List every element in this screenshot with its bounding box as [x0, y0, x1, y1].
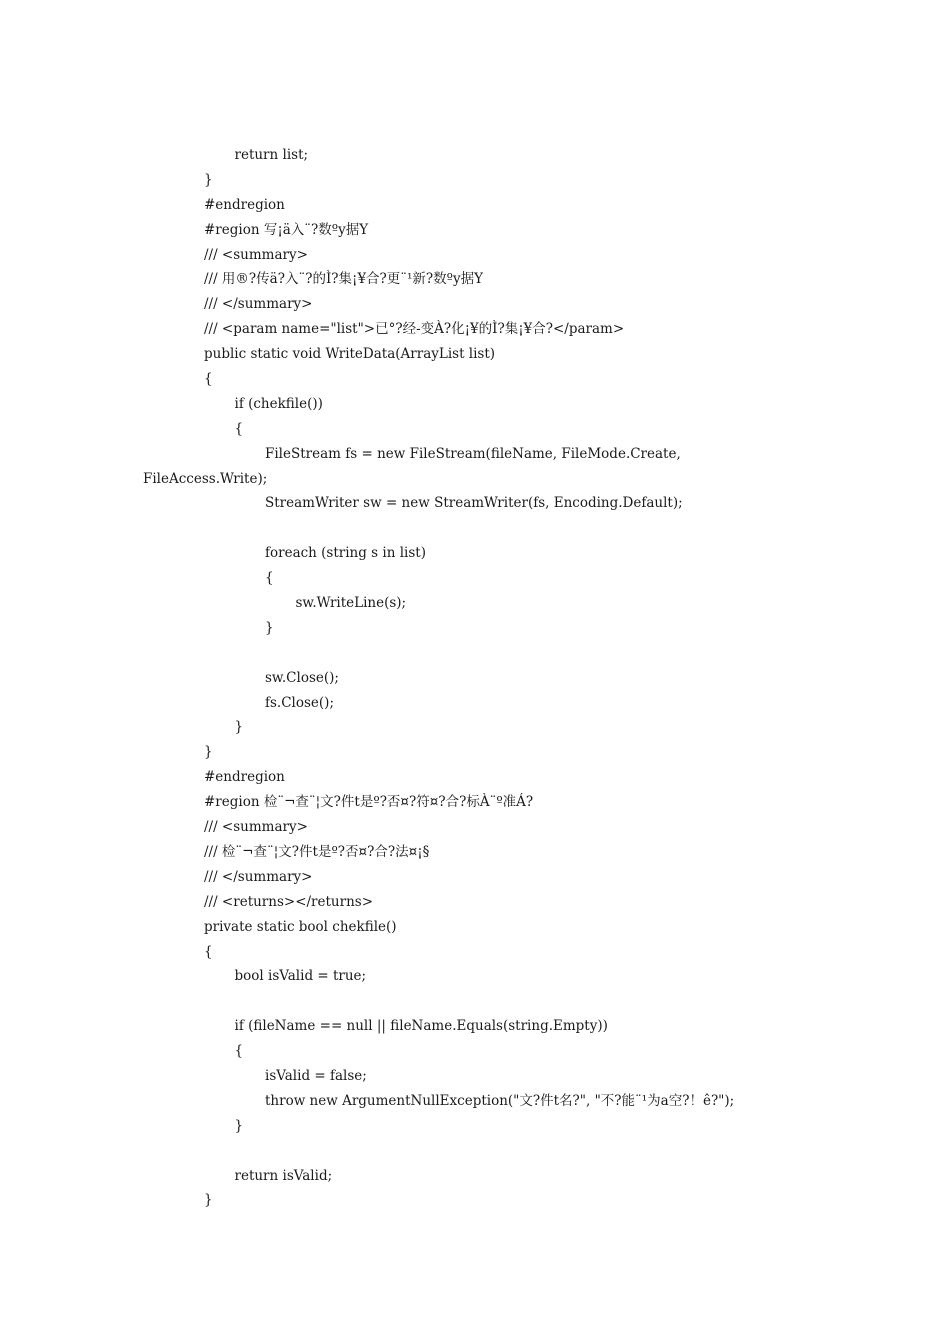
- code-line: /// </summary>: [204, 296, 313, 313]
- code-line: /// <returns></returns>: [204, 893, 374, 910]
- code-line: sw.Close();: [265, 669, 339, 686]
- code-line: throw new ArgumentNullException("文?件t名?", "不?能¨¹为a空?！ê?");: [265, 1092, 735, 1109]
- code-line: /// </summary>: [204, 868, 313, 885]
- code-line: if (chekfile()): [234, 395, 323, 412]
- code-line: foreach (string s in list): [265, 545, 426, 562]
- code-line: }: [265, 619, 274, 636]
- code-line: {: [204, 371, 213, 388]
- code-line: public static void WriteData(ArrayList list): [204, 346, 496, 363]
- code-line: }: [204, 171, 213, 188]
- code-listing: [143, 143, 903, 1213]
- code-line: {: [265, 570, 274, 587]
- code-line: private static bool chekfile(): [204, 918, 397, 935]
- code-line: bool isValid = true;: [234, 968, 367, 985]
- code-line: /// <summary>: [204, 819, 308, 836]
- code-line: if (fileName == null || fileName.Equals(string.Empty)): [234, 1018, 608, 1035]
- code-line: /// <param name="list">已°?经-变À?化¡¥的Ì?集¡¥合?</param>: [204, 321, 625, 338]
- code-line: sw.WriteLine(s);: [295, 595, 407, 612]
- code-line: {: [234, 420, 244, 437]
- code-line: {: [234, 1043, 244, 1060]
- code-line: fs.Close();: [265, 694, 334, 711]
- code-line: /// 用®?传ä?入¨?的Ì?集¡¥合?更¨¹新?数ºy据Y: [204, 271, 484, 288]
- code-line: /// <summary>: [204, 246, 308, 263]
- code-line: FileAccess.Write);: [143, 470, 268, 487]
- code-line: }: [234, 1117, 244, 1134]
- code-line: return list;: [234, 147, 309, 163]
- code-line: #endregion: [204, 769, 285, 786]
- code-line: #region 检¨¬查¨¦文?件t是º?否¤?符¤?合?标À¨º准Á?: [204, 794, 534, 811]
- code-line: #region 写¡ä入¨?数ºy据Y: [204, 221, 369, 238]
- code-line: StreamWriter sw = new StreamWriter(fs, Encoding.Default);: [265, 495, 683, 512]
- code-line: isValid = false;: [265, 1067, 367, 1084]
- code-line: /// 检¨¬查¨¦文?件t是º?否¤?合?法¤¡§: [204, 843, 430, 860]
- code-line: return isValid;: [234, 1167, 333, 1184]
- code-line: [143, 989, 903, 1014]
- code-line: }: [204, 744, 213, 761]
- code-line: [143, 516, 903, 541]
- code-line: #endregion: [204, 196, 285, 213]
- code-line: }: [204, 1192, 213, 1209]
- code-line: [143, 641, 903, 666]
- code-line: {: [204, 943, 213, 960]
- code-line: [143, 1139, 903, 1164]
- code-line: }: [234, 719, 244, 736]
- code-line: FileStream fs = new FileStream(fileName, FileMode.Create,: [265, 445, 681, 462]
